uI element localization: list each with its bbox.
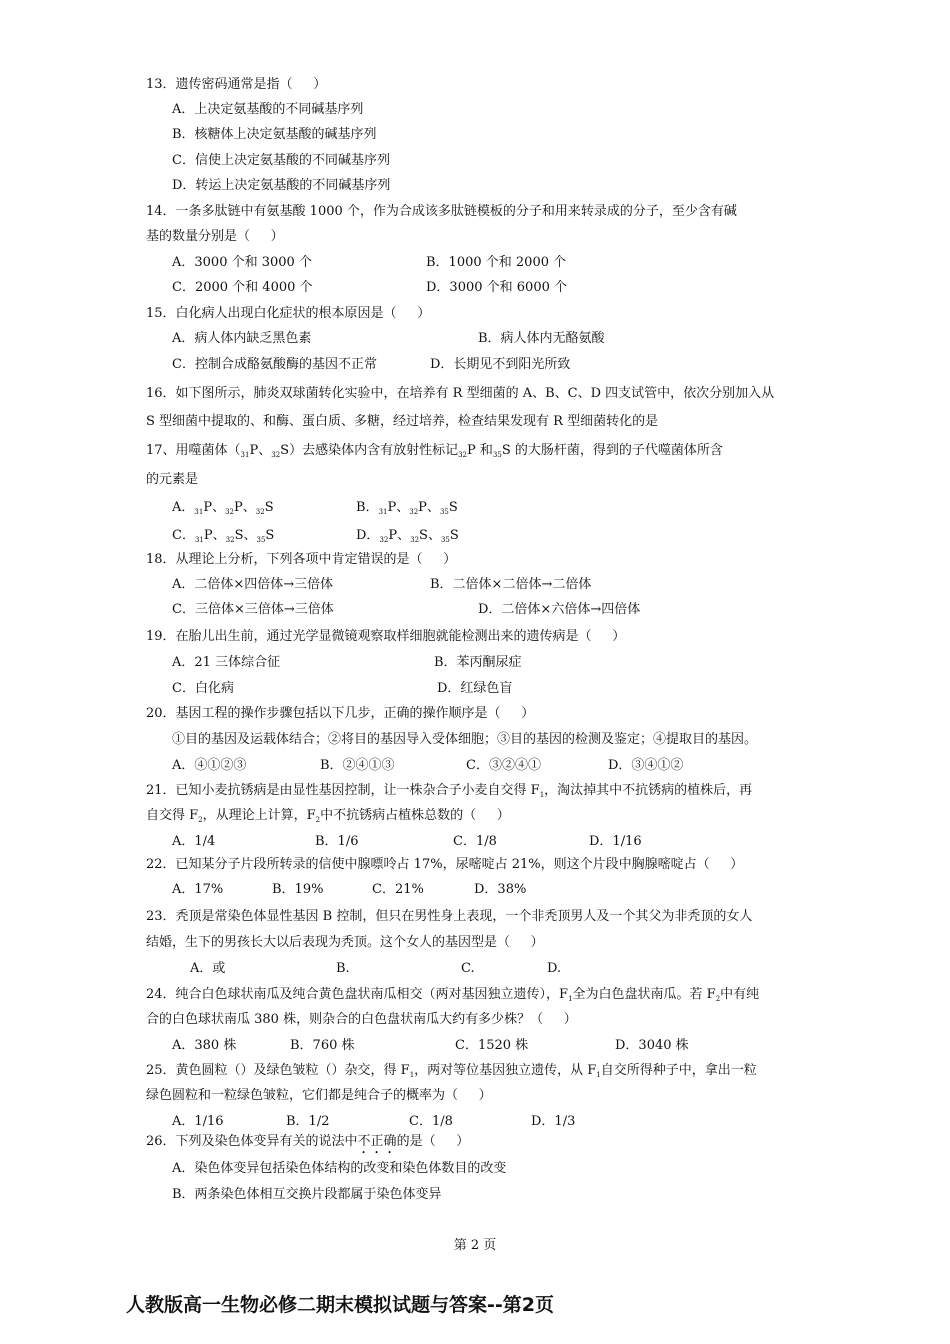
question-17-option-c: C．$_{31}$P、$_{32}$S、$_{35}$S [172, 528, 275, 544]
question-22-option-d: D．38% [474, 882, 527, 897]
question-17-option-d: D．$_{32}$P、$_{32}$S、$_{35}$S [356, 528, 459, 544]
question-24-stem-line2: 合的白色球状南瓜 380 株，则杂合的白色盘状南瓜大约有多少株？（ ） [146, 1012, 577, 1027]
question-18-option-c: C．三倍体×三倍体→三倍体 [172, 602, 334, 617]
document-footer-title: 人教版高一生物必修二期末模拟试题与答案--第2页 [126, 1294, 554, 1316]
question-14-option-a: A．3000 个和 3000 个 [172, 255, 312, 270]
question-21-option-a: A．1/4 [172, 834, 216, 849]
question-25-option-a: A．1/16 [172, 1114, 224, 1129]
question-15-option-b: B．病人体内无酪氨酸 [478, 331, 605, 346]
question-15-option-d: D．长期见不到阳光所致 [430, 357, 571, 372]
question-24-stem-line1: 24．纯合白色球状南瓜及纯合黄色盘状南瓜相交（两对基因独立遗传），$F_1$全为白色盘状南瓜。若 $F_2$中有纯 [146, 987, 760, 1003]
question-21-option-b: B．1/6 [315, 834, 359, 849]
question-26-option-b: B．两条染色体相互交换片段都属于染色体变异 [172, 1187, 442, 1202]
question-18-option-a: A．二倍体×四倍体→三倍体 [172, 577, 334, 592]
question-18-stem: 18．从理论上分析，下列各项中肯定错误的是（ ） [146, 552, 457, 567]
question-25-option-b: B．1/2 [286, 1114, 330, 1129]
question-16-stem-line1: 16．如下图所示，肺炎双球菌转化实验中，在培养有 R 型细菌的 A、B、C、D 四支试管中，依次分别加入从 [146, 386, 775, 401]
question-24-option-c: C．1520 株 [455, 1038, 529, 1053]
question-25-option-c: C．1/8 [409, 1114, 453, 1129]
question-25-option-d: D．1/3 [531, 1114, 576, 1129]
page-number: 第 2 页 [453, 1238, 497, 1253]
question-18-option-b: B．二倍体×二倍体→二倍体 [430, 577, 592, 592]
question-22-option-b: B．19% [272, 882, 324, 897]
question-20-option-a: A．④①②③ [172, 758, 247, 773]
question-23-stem-line2: 结婚，生下的男孩长大以后表现为秃顶。这个女人的基因型是（ ） [146, 935, 544, 950]
question-25-stem-line1: 25．黄色圆粒（）及绿色皱粒（）杂交，得 $F_1$，两对等位基因独立遗传，从 $F_1$自交所得种子中，拿出一粒 [146, 1063, 757, 1079]
question-21-stem-line1: 21．已知小麦抗锈病是由显性基因控制，让一株杂合子小麦自交得 $F_1$，淘汰掉其中不抗锈病的植株后，再 [146, 783, 753, 799]
question-23-option-b: B. [336, 961, 350, 976]
question-23-option-d: D. [547, 961, 562, 976]
question-20-option-c: C．③②④① [466, 758, 541, 773]
question-14-option-b: B．1000 个和 2000 个 [426, 255, 567, 270]
question-20-stem: 20．基因工程的操作步骤包括以下几步，正确的操作顺序是（ ） [146, 706, 535, 721]
emphasized-text: 不正确 [357, 1134, 397, 1149]
question-13-option-b: B．核糖体上决定氨基酸的碱基序列 [172, 127, 377, 142]
question-20-option-b: B．②④①③ [320, 758, 395, 773]
question-19-option-a: A．21 三体综合征 [172, 655, 281, 670]
question-15-stem: 15．白化病人出现白化症状的根本原因是（ ） [146, 306, 431, 321]
question-21-stem-line2: 自交得 $F_2$，从理论上计算，$F_2$中不抗锈病占植株总数的（ ） [146, 808, 510, 824]
question-23-option-a: A．或 [190, 961, 226, 976]
question-22-option-c: C．21% [372, 882, 424, 897]
question-15-option-c: C．控制合成酪氨酸酶的基因不正常 [172, 357, 377, 372]
question-13-option-d: D．转运上决定氨基酸的不同碱基序列 [172, 178, 391, 193]
question-14-option-c: C．2000 个和 4000 个 [172, 280, 313, 295]
question-13-option-a: A．上决定氨基酸的不同碱基序列 [172, 102, 364, 117]
question-21-option-d: D．1/16 [589, 834, 642, 849]
question-17-option-b: B．$_{31}$P、$_{32}$P、$_{35}$S [356, 500, 458, 516]
question-14-stem-line2: 基的数量分别是（ ） [146, 229, 284, 244]
question-19-option-b: B．苯丙酮尿症 [434, 655, 522, 670]
question-23-stem-line1: 23．秃顶是常染色体显性基因 B 控制，但只在男性身上表现，一个非秃顶男人及一个其父为非秃顶的女人 [146, 909, 753, 924]
question-17-option-a: A．$_{31}$P、$_{32}$P、$_{32}$S [172, 500, 274, 516]
question-18-option-d: D．二倍体×六倍体→四倍体 [478, 602, 641, 617]
question-19-option-d: D．红绿色盲 [437, 681, 513, 696]
question-25-stem-line2: 绿色圆粒和一粒绿色皱粒，它们都是纯合子的概率为（ ） [146, 1088, 492, 1103]
question-26-stem: 26．下列及染色体变异有关的说法中不正确的是（ ） [146, 1134, 470, 1149]
question-15-option-a: A．病人体内缺乏黑色素 [172, 331, 312, 346]
question-20-option-d: D．③④①② [608, 758, 684, 773]
question-21-option-c: C．1/8 [453, 834, 497, 849]
question-19-stem: 19．在胎儿出生前，通过光学显微镜观察取样细胞就能检测出来的遗传病是（ ） [146, 629, 626, 644]
question-24-option-b: B．760 株 [290, 1038, 355, 1053]
question-22-option-a: A．17% [172, 882, 224, 897]
question-17-stem-line2: 的元素是 [146, 472, 199, 487]
question-19-option-c: C．白化病 [172, 681, 234, 696]
question-17-stem-line1: 17、用噬菌体（$_{31}P$、$_{32}$S）去感染体内含有放射性标记$_{32}$P 和$_{35}$S 的大肠杆菌，得到的子代噬菌体所含 [146, 443, 723, 459]
question-24-option-a: A．380 株 [172, 1038, 237, 1053]
question-16-stem-line2: S 型细菌中提取的、和酶、蛋白质、多糖，经过培养，检查结果发现有 R 型细菌转化的是 [146, 414, 659, 429]
question-13-option-c: C．信使上决定氨基酸的不同碱基序列 [172, 153, 390, 168]
question-24-option-d: D．3040 株 [615, 1038, 689, 1053]
question-20-description: ①目的基因及运载体结合；②将目的基因导入受体细胞；③目的基因的检测及鉴定；④提取目的基因。 [172, 732, 758, 747]
question-13-stem: 13．遗传密码通常是指（ ） [146, 77, 327, 92]
question-23-option-c: C. [461, 961, 475, 976]
question-26-option-a: A．染色体变异包括染色体结构的改变和染色体数目的改变 [172, 1161, 507, 1176]
question-14-option-d: D．3000 个和 6000 个 [426, 280, 567, 295]
question-22-stem: 22．已知某分子片段所转录的信使中腺嘌呤占 17%，尿嘧啶占 21%，则这个片段中胸腺嘧啶占（ ） [146, 857, 744, 872]
question-14-stem-line1: 14．一条多肽链中有氨基酸 1000 个，作为合成该多肽链模板的分子和用来转录成的分子，至少含有碱 [146, 204, 737, 219]
